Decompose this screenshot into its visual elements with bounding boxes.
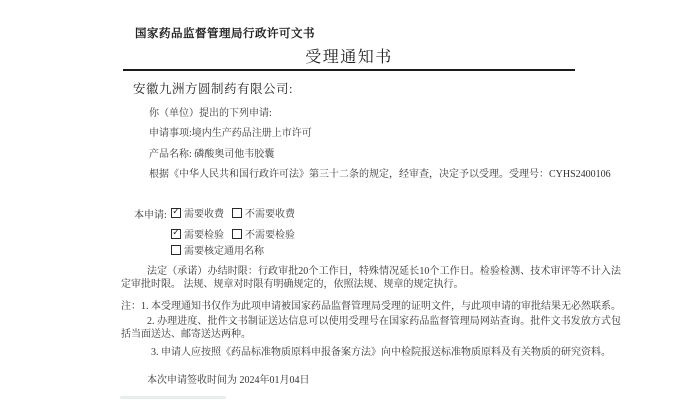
checkbox-label: 不需要检验	[245, 230, 295, 241]
sign-off-date-line: 本次申请签收时间为 2024年01月04日	[147, 375, 310, 386]
intro-line: 你（单位）提出的下列申请:	[149, 108, 272, 119]
acceptance-decision-line: 根据《中华人民共和国行政许可法》第三十二条的规定，经审查，决定予以受理。受理号：CYHS2400106	[149, 169, 611, 180]
checkbox-row-generic-name	[171, 242, 264, 257]
checkbox-section-label: 本申请:	[134, 210, 167, 221]
title-rule-divider	[123, 69, 575, 71]
checkbox-row-inspection	[171, 226, 295, 241]
recipient-company: 安徽九洲方圆制药有限公司:	[133, 82, 293, 96]
checkbox-inspection-not-required	[232, 229, 242, 239]
checkbox-label: 需要收费	[184, 209, 224, 220]
checkbox-label: 需要检验	[184, 230, 224, 241]
checkbox-fee-required: ✓	[172, 207, 180, 217]
note-3: 3. 申请人应按照《药品标准物质原料申报备案方法》向中检院报送标准物质原料及有关物质的研究资料。	[151, 347, 611, 358]
option-generic-name-verification	[171, 242, 264, 257]
checkbox-row-fee	[171, 205, 295, 220]
product-name-line: 产品名称: 磷酸奥司他韦胶囊	[149, 149, 275, 160]
checkbox-label: 需要核定通用名称	[184, 246, 264, 257]
checkbox-fee-not-required	[232, 208, 242, 218]
checkbox-generic-name-verification	[171, 245, 181, 255]
option-inspection-required	[171, 226, 232, 241]
option-inspection-not-required	[232, 226, 295, 241]
note-1: 注：1. 本受理通知书仅作为此项申请被国家药品监督管理局受理的证明文件，与此项申请的审批结果无必然联系。	[121, 301, 621, 312]
time-limit-paragraph: 法定（承诺）办结时限：行政审批20个工作日，特殊情况延长10个工作日。检验检测、技术审评等不计入法定审批时限。 法规、规章对时限有明确规定的，依照法规、规章的规定执行。	[121, 266, 621, 290]
checkbox-label: 不需要收费	[245, 209, 295, 220]
note-2: 2. 办理进度、批件文书制证送达信息可以使用受理号在国家药品监督管理局网站查询。批件文书发放方式包括当面送达、邮寄送达两种。	[121, 316, 621, 340]
doc-type-header: 国家药品监督管理局行政许可文书	[135, 28, 315, 40]
bottom-edge-artifact	[120, 396, 226, 399]
option-fee-required	[171, 205, 232, 220]
doc-title: 受理通知书	[305, 49, 393, 66]
application-matter-line: 申请事项:境内生产药品注册上市许可	[149, 128, 312, 139]
checkbox-inspection-required: ✓	[172, 228, 180, 238]
option-fee-not-required	[232, 205, 295, 220]
